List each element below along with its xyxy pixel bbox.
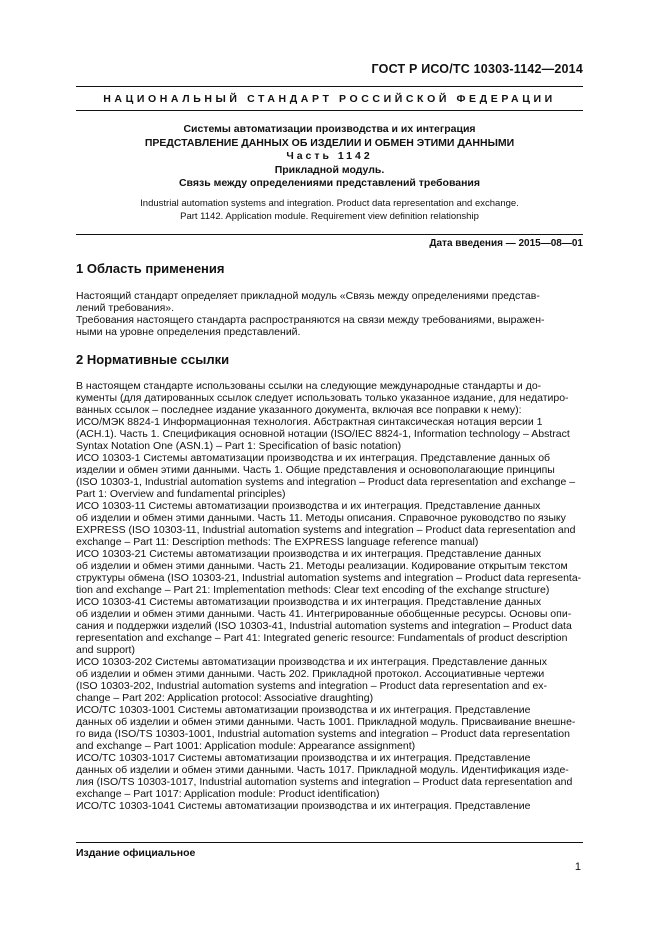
section-2-line: ИСО/ТС 10303-1017 Системы автоматизации производства и их интеграция. Представление: [76, 752, 531, 764]
section-1-line: лений требования».: [76, 302, 175, 314]
title-line-3: Часть 1142: [286, 150, 373, 162]
section-2-line: об изделии и обмен этими данными. Часть 41. Интегрированные обобщенные ресурсы. Основы опи-: [76, 608, 572, 620]
section-2-line: EXPRESS (ISO 10303-11, Industrial automation systems and integration – Product data representation and: [76, 524, 576, 536]
section-2-line: данных об изделии и обмен этими данными. Часть 1017. Прикладной модуль. Идентификация изде-: [76, 764, 569, 776]
section-2-line: and support): [76, 644, 135, 656]
section-2-line: Syntax Notation One (ASN.1) – Part 1: Specification of basic notation): [76, 440, 402, 452]
title-line-4: Прикладной модуль.: [274, 163, 385, 176]
section-2-line: representation and exchange – Part 41: Integrated generic resource: Fundamentals of product description: [76, 632, 568, 644]
section-2-line: ИСО/ТС 10303-1041 Системы автоматизации производства и их интеграция. Представление: [76, 800, 531, 812]
section-2-line: сания и поддержки изделий (ISO 10303-41, Industrial automation systems and integration – Product data: [76, 620, 572, 632]
section-1-line: Настоящий стандарт определяет прикладной модуль «Связь между определениями представ-: [76, 290, 540, 302]
section-2-line: change – Part 202: Application protocol: Associative draughting): [76, 692, 374, 704]
section-2-line: го вида (ISO/TS 10303-1001, Industrial automation systems and integration – Product data representation: [76, 728, 570, 740]
section-2-line: структуры обмена (ISO 10303-21, Industrial automation systems and integration – Product data representa-: [76, 572, 582, 584]
english-title-line-1: Industrial automation systems and integration. Product data representation and exchange.: [140, 198, 519, 209]
section-2-line: ИСО 10303-41 Системы автоматизации производства и их интеграция. Представление данных: [76, 596, 542, 608]
section-2-body: [76, 380, 583, 812]
section-2-line: (АСН.1). Часть 1. Спецификация основной нотации (ISO/IEC 8824-1, Information technology – Abstract: [76, 428, 570, 440]
official-edition-label: Издание официальное: [76, 847, 196, 859]
section-1-line: ными на уровне определения представлений.: [76, 326, 301, 338]
section-2-line: В настоящем стандарте использованы ссылки на следующие международные стандарты и до-: [76, 380, 542, 392]
section-2-line: ванных ссылок – последнее издание указанного документа, включая все поправки к нему):: [76, 404, 522, 416]
footer-rule: [76, 842, 583, 843]
section-1-heading: 1 Область применения: [76, 261, 225, 276]
section-2-line: and exchange – Part 1001: Application module: Appearance assignment): [76, 740, 416, 752]
section-2-line: изделии и обмен этими данными. Часть 1. Общие представления и основополагающие принципы: [76, 464, 555, 476]
title-line-2: ПРЕДСТАВЛЕНИЕ ДАННЫХ ОБ ИЗДЕЛИИ И ОБМЕН ЭТИМИ ДАННЫМИ: [144, 136, 515, 149]
section-2-line: exchange – Part 11: Description methods: The EXPRESS language reference manual): [76, 536, 479, 548]
section-2-line: об изделии и обмен этими данными. Часть 21. Методы реализации. Кодирование открытым текстом: [76, 560, 568, 572]
english-title-line-2: Part 1142. Application module. Requirement view definition relationship: [180, 210, 479, 222]
section-2-line: ИСО/МЭК 8824-1 Информационная технология. Абстрактная синтаксическая нотация версии 1: [76, 416, 543, 428]
document-code: ГОСТ Р ИСО/ТС 10303-1142—2014: [371, 62, 583, 76]
section-1-body: [76, 290, 583, 338]
page-number: 1: [574, 861, 581, 873]
header-rule-top: [76, 86, 583, 87]
section-2-line: (ISO 10303-202, Industrial automation systems and integration – Product data representation and ex-: [76, 680, 548, 692]
introduction-date: Дата введения — 2015—08—01: [429, 238, 583, 249]
intro-date-rule: [76, 234, 583, 235]
section-2-line: об изделии и обмен этими данными. Часть 202. Прикладной протокол. Ассоциативные чертежи: [76, 668, 545, 680]
section-2-line: ИСО 10303-11 Системы автоматизации производства и их интеграция. Представление данных: [76, 500, 541, 512]
russian-title-block: [76, 123, 583, 191]
section-2-line: exchange – Part 1017: Application module: Product identification): [76, 788, 380, 800]
section-2-line: ИСО/ТС 10303-1001 Системы автоматизации производства и их интеграция. Представление: [76, 704, 531, 716]
section-2-line: (ISO 10303-1, Industrial automation systems and integration – Product data representation and exchange –: [76, 476, 576, 488]
english-title-block: [76, 198, 583, 223]
section-2-line: ИСО 10303-21 Системы автоматизации производства и их интеграция. Представление данных: [76, 548, 542, 560]
header-rule-bottom: [76, 110, 583, 111]
section-2-line: лия (ISO/TS 10303-1017, Industrial automation systems and integration – Product data representation and: [76, 776, 573, 788]
section-2-line: ИСО 10303-202 Системы автоматизации производства и их интеграция. Представление данных: [76, 656, 547, 668]
section-2-line: об изделии и обмен этими данными. Часть 11. Методы описания. Справочное руководство по языку: [76, 512, 566, 524]
section-2-heading: 2 Нормативные ссылки: [76, 352, 230, 367]
national-standard-label: НАЦИОНАЛЬНЫЙ СТАНДАРТ РОССИЙСКОЙ ФЕДЕРАЦИИ: [103, 93, 556, 105]
section-2-line: данных об изделии и обмен этими данными. Часть 1001. Прикладной модуль. Присваивание внешне-: [76, 716, 576, 728]
title-line-1: Системы автоматизации производства и их интеграция: [183, 123, 476, 135]
section-1-line: Требования настоящего стандарта распространяются на связи между требованиями, выражен-: [76, 314, 545, 326]
section-2-line: кументы (для датированных ссылок следует использовать только указанное издание, для недатиро-: [76, 392, 569, 404]
section-2-line: ИСО 10303-1 Системы автоматизации производства и их интеграция. Представление данных об: [76, 452, 551, 464]
section-2-line: tion and exchange – Part 21: Implementation methods: Clear text encoding of the exchange structure): [76, 584, 550, 596]
section-2-line: Part 1: Overview and fundamental principles): [76, 488, 286, 500]
title-line-5: Связь между определениями представлений требования: [178, 177, 481, 189]
